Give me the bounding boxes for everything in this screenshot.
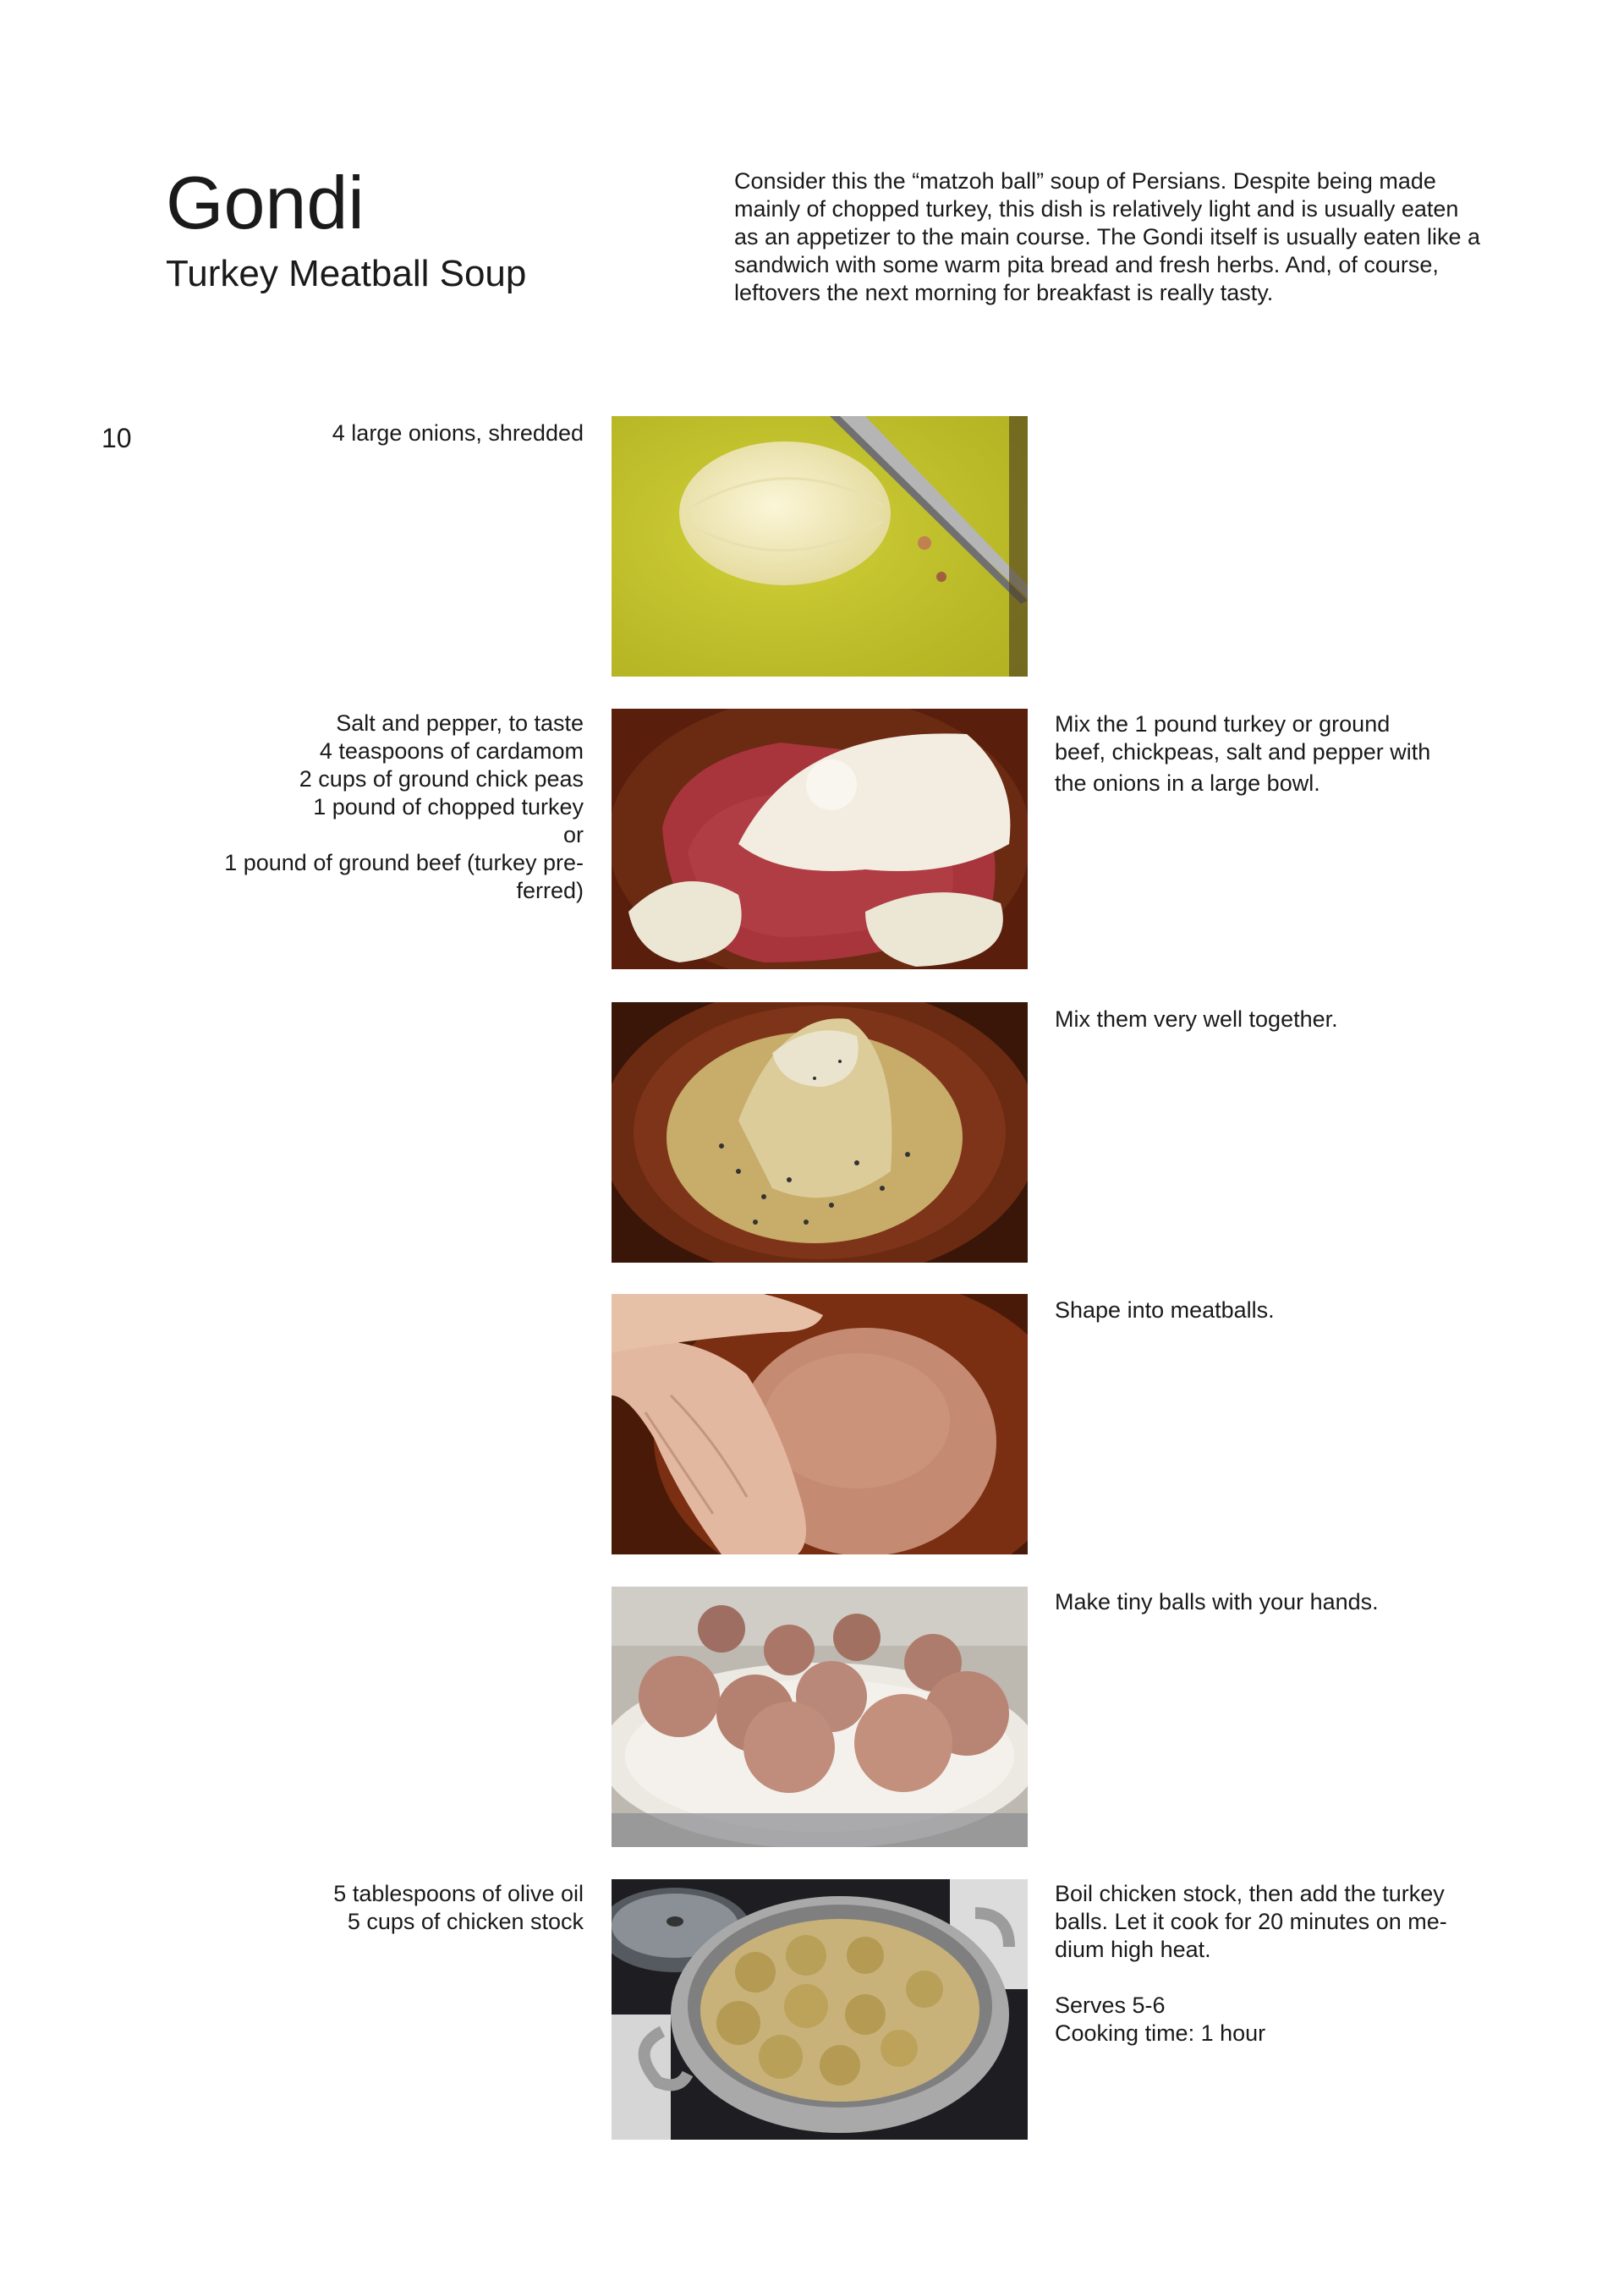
serves-info: Serves 5-6 (1055, 1993, 1166, 2018)
page-number: 10 (102, 423, 132, 453)
ingredient-item: 2 cups of ground chick peas (299, 766, 584, 792)
step-mix-well (1055, 1006, 1469, 1033)
photo-meat-and-onion (612, 709, 1028, 969)
step-line: balls. Let it cook for 20 minutes on me- (1055, 1909, 1447, 1934)
photo-pot-of-soup (612, 1879, 1028, 2140)
ingredient-item: 5 cups of chicken stock (347, 1909, 584, 1934)
ingredient-list-stock (166, 1880, 584, 1936)
recipe-intro: Consider this the “matzoh ball” soup of Persians. Despite being made mainly of chopped turkey, this dish is relatively light and is usually eaten as an appetizer to the main course. The Gondi itself is usually eaten like a sandwich with some warm pita bread and fresh herbs. And, of course, leftovers the next morning for breakfast is really tasty. (734, 168, 1480, 305)
ingredient-list-meat (166, 710, 584, 905)
photo-hands-shaping-meat (612, 1294, 1028, 1554)
recipe-subtitle: Turkey Meatball Soup (166, 253, 527, 294)
ingredient-item: Salt and pepper, to taste (336, 710, 584, 736)
photo-mixture-in-bowl (612, 1002, 1028, 1263)
ingredient-list-onions (166, 419, 584, 447)
step-line: Mix them very well together. (1055, 1006, 1338, 1032)
cooking-time: Cooking time: 1 hour (1055, 2020, 1266, 2046)
step-line: Boil chicken stock, then add the turkey (1055, 1881, 1445, 1906)
step-shape-meatballs (1055, 1296, 1469, 1324)
photo-onion-on-board (612, 416, 1028, 677)
ingredient-item: or (562, 822, 584, 847)
step-line: beef, chickpeas, salt and pepper with (1055, 739, 1431, 765)
ingredient-item: 1 pound of chopped turkey (313, 794, 584, 820)
ingredient-item: 1 pound of ground beef (turkey pre- (224, 850, 584, 875)
recipe-title: Gondi (166, 161, 365, 244)
step-line: Shape into meatballs. (1055, 1297, 1275, 1323)
step-line: the onions in a large bowl. (1055, 770, 1320, 796)
step-boil-stock (1055, 1880, 1469, 2048)
step-line: Mix the 1 pound turkey or ground (1055, 711, 1391, 737)
step-make-tiny-balls (1055, 1588, 1469, 1616)
step-mix-ingredients (1055, 710, 1469, 798)
ingredient-item: ferred) (516, 878, 584, 903)
photo-meatballs-on-plate (612, 1587, 1028, 1847)
step-line: dium high heat. (1055, 1937, 1211, 1962)
step-line: Make tiny balls with your hands. (1055, 1589, 1379, 1614)
ingredient-item: 4 large onions, shredded (332, 420, 584, 446)
ingredient-item: 5 tablespoons of olive oil (333, 1881, 584, 1906)
ingredient-item: 4 teaspoons of cardamom (319, 738, 584, 764)
